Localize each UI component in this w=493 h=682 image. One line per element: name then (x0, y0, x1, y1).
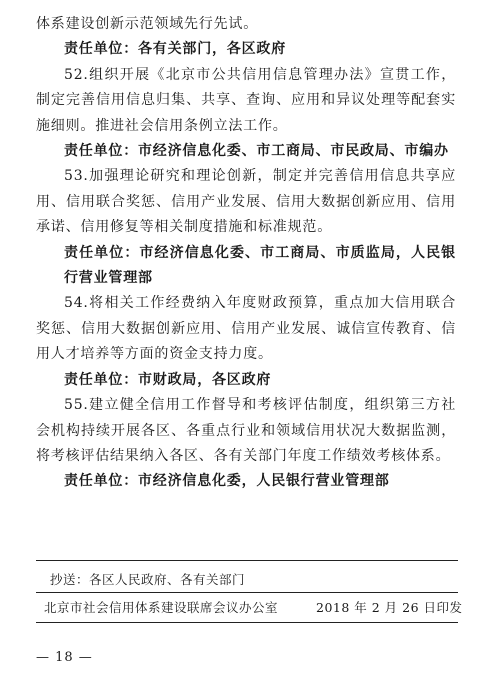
paragraph-continuation: 体系建设创新示范领域先行先试。 (36, 16, 258, 32)
item-54-paragraph: 54.将相关工作经费纳入年度财政预算，重点加大信用联合奖惩、信用大数据创新应用、信用产业发展、诚信宣传教育、信用人才培养等方面的资金支持力度。 (36, 295, 456, 363)
responsible-units-line: 责任单位：市经济信息化委、市工商局、市质监局，人民银行营业管理部 (64, 244, 456, 287)
responsible-units-line: 责任单位：各有关部门，各区政府 (64, 41, 286, 58)
responsible-units-line: 责任单位：市经济信息化委，人民银行营业管理部 (64, 473, 390, 490)
document-body (36, 12, 456, 495)
page-number: — 18 — (36, 650, 93, 665)
footer-middle-rule (36, 592, 458, 593)
issuer-name: 北京市社会信用体系建设联席会议办公室 (44, 600, 279, 615)
issue-date: 2018 年 2 月 26 日印发 (316, 600, 463, 615)
responsible-units-line: 责任单位：市经济信息化委、市工商局、市民政局、市编办 (64, 143, 449, 160)
footer-top-rule (36, 560, 458, 561)
item-52-paragraph: 52.组织开展《北京市公共信用信息管理办法》宣贯工作，制定完善信用信息归集、共享、查询、应用和异议处理等配套实施细则。推进社会信用条例立法工作。 (36, 66, 456, 134)
footer-bottom-rule (36, 622, 458, 623)
cc-line: 抄送：各区人民政府、各有关部门 (50, 572, 246, 587)
item-55-paragraph: 55.建立健全信用工作督导和考核评估制度，组织第三方社会机构持续开展各区、各重点行业和领域信用状况大数据监测，将考核评估结果纳入各区、各有关部门年度工作绩效考核体系。 (36, 397, 456, 464)
responsible-units-line: 责任单位：市财政局，各区政府 (64, 371, 272, 388)
item-53-paragraph: 53.加强理论研究和理论创新，制定并完善信用信息共享应用、信用联合奖惩、信用产业发展、信用大数据创新应用、信用承诺、信用修复等相关制度措施和标准规范。 (36, 168, 456, 236)
